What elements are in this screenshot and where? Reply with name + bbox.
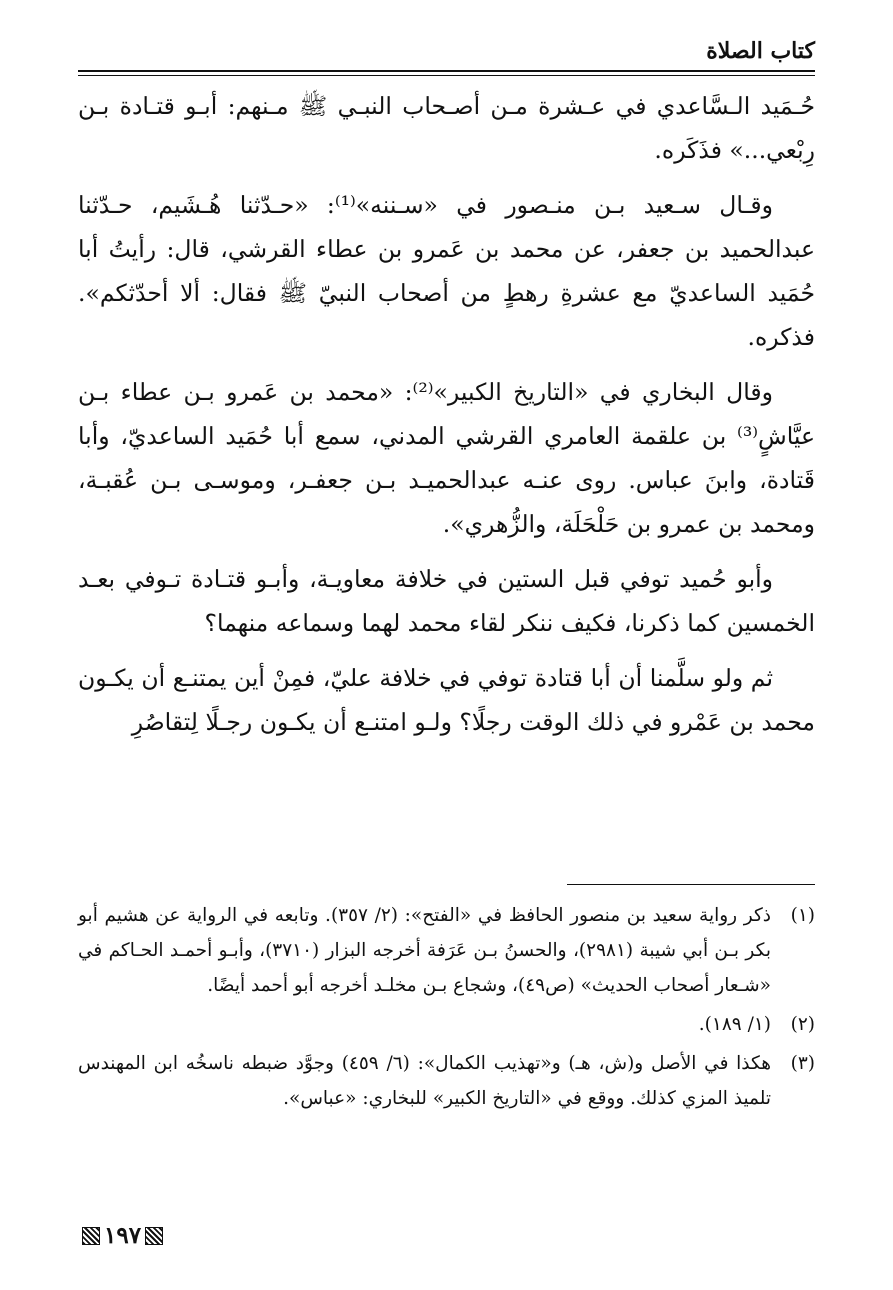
header-rule-thick	[78, 70, 815, 72]
footnotes	[78, 898, 815, 1120]
ornament-icon	[145, 1227, 163, 1245]
paragraph-4: وأبو حُميد توفي قبل الستين في خلافة معاويـة، وأبـو قتـادة تـوفي بعـد الخمسين كما ذكرنا، فكيف ننكر لقاء محمد لهما وسماعه منهما؟	[78, 565, 815, 637]
footnote-number: (١)	[790, 905, 815, 926]
paragraph-2: وقـال سـعيد بـن منـصور في «سـننه»⁽¹⁾: «حـدّثنا هُـشَيم، حـدّثنا عبدالحميد بن جعفر، عن محمد بن عَمرو بن عطاء القرشي، قال: رأيتُ أبا حُمَيد الساعديّ مع عشرةِ رهطٍ من أصحاب النبيّ ﷺ فقال: ألا أحدّثكم». فذكره.	[78, 191, 815, 351]
footnote-2	[78, 1007, 815, 1042]
footnote-separator	[567, 884, 815, 885]
footnote-3	[78, 1046, 815, 1116]
paragraph-3: وقال البخاري في «التاريخ الكبير»⁽²⁾: «محمد بن عَمرو بـن عطاء بـن عيَّاشٍ⁽³⁾ بن علقمة العامري القرشي المدني، سمع أبا حُمَيد الساعديّ، وأبا قَتادة، وابنَ عباس. روى عنـه عبدالحميـد بـن جعفـر، وموسـى بـن عُقبـة، ومحمد بن عمرو بن حَلْحَلَة، والزُّهري».	[78, 378, 815, 538]
footnote-text: ذكر رواية سعيد بن منصور الحافظ في «الفتح»: (٢/ ٣٥٧). وتابعه في الرواية عن هشيم أبو بكر بـن أبي شيبة (٢٩٨١)، والحسنُ بـن عَرَفة أخرجه البزار (٣٧١٠)، وأبـو أحمـد الحـاكم في «شـعار أصحاب الحديث» (ص٤٩)، وشجاع بـن مخلـد أخرجه أبو أحمد أيضًا.	[78, 905, 771, 996]
running-header-title: كتاب الصلاة	[706, 38, 815, 64]
footnote-number: (٣)	[790, 1053, 815, 1074]
footnote-text: هكذا في الأصل و(ش، هـ) و«تهذيب الكمال»: (٦/ ٤٥٩) وجوَّد ضبطه ناسخُه ابن المهندس تلميذ المزي كذلك. ووقع في «التاريخ الكبير» للبخاري: «عباس».	[78, 1053, 771, 1109]
ornament-icon	[82, 1227, 100, 1245]
footnote-1	[78, 898, 815, 1003]
footnote-number: (٢)	[790, 1014, 815, 1035]
page-number-block	[82, 1222, 163, 1249]
footnote-text: (١/ ١٨٩).	[698, 1014, 771, 1035]
paragraph-5: ثم ولو سلَّمنا أن أبا قتادة توفي في خلافة عليّ، فمِنْ أين يمتنـع أن يكـون محمد بن عَمْرو في ذلك الوقت رجلًا؟ ولـو امتنـع أن يكـون رجـلًا لِتقاصُرِ	[78, 664, 815, 736]
page-number: ١٩٧	[104, 1222, 142, 1249]
main-text	[78, 84, 815, 755]
header-rule-thin	[78, 75, 815, 76]
paragraph-1: حُـمَيد الـسَّاعدي في عـشرة مـن أصـحاب النبـي ﷺ مـنهم: أبـو قتـادة بـن رِبْعي...» فذَكَره.	[78, 92, 815, 164]
